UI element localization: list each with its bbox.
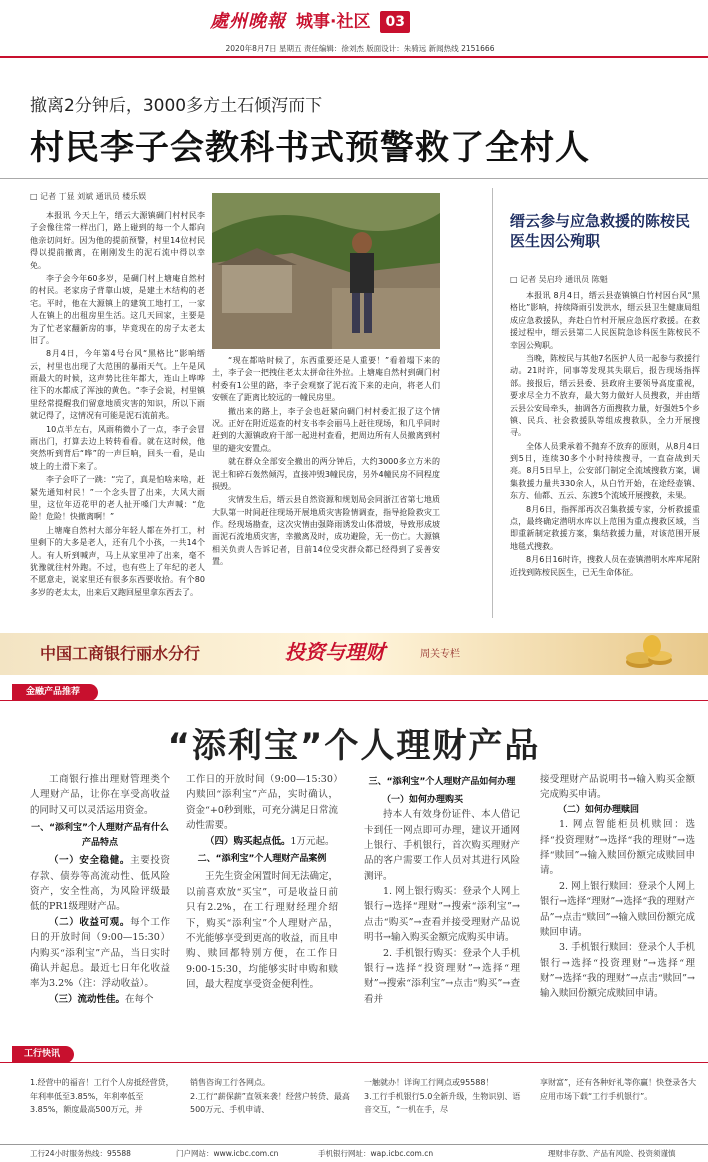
feature-text: 每个工作日的开放时间（9:00—15:30）内购买“添利宝”产品，当日实时确认并起息。最近七日年化收益率为3.2%（注：浮动收益）。 bbox=[30, 916, 170, 990]
news-tag: 工行快讯 bbox=[12, 1046, 74, 1063]
masthead bbox=[210, 10, 480, 34]
article-photo bbox=[212, 193, 440, 349]
case-text: 王先生资金闲置时间无法确定，以前喜欢放“买宝”，可是收益日前只有2.2%，在工行理财经理介绍下，购买“添利宝”个人理财产品，不光能够享受到更高的收益，而且申购、赎回都特别方便，在工作日9:00-15:30，均能够实时申购和赎回，最大程度享受资金便利性。 bbox=[186, 871, 338, 991]
article-paragraph: 10点半左右，风雨稍微小了一点，李子会冒雨出门，打算去边上转转看看。就在这时候，他突然听到背后“哗”的一声巨响，回头一看，是山坡上的土滑下来了。 bbox=[30, 424, 205, 471]
sidebar-paragraph: 当晚，陈桉民与其他7名医护人员一起参与救援行动。21时许，同事等发现其失联后，报告现场指挥部。接报后，缙云县委、县政府主要领导高度重视，要求尽全力不放弃，最大努力做好人员搜救，并由缙云县公安局牵头，抽调各方面搜救力量，好强姓5个乡镇、民兵、社会救援队等组成搜救队，全力开展搜寻。 bbox=[510, 353, 700, 438]
feature-text: 在每个 bbox=[125, 993, 154, 1005]
brief-column-2: 销售咨询工行各网点。 2.工行“薪保薪”直领来袭！经营户转贷、最高500万元、手机申请、 bbox=[190, 1078, 350, 1115]
buy-text: 接受理财产品说明书→输入购买金额完成购买申请。 bbox=[540, 774, 695, 801]
product-heading-2: 二、“添利宝”个人理财产品案例 bbox=[197, 853, 327, 864]
top-divider bbox=[0, 56, 708, 58]
gold-coins-icon bbox=[610, 632, 690, 674]
article-paragraph: 撤出来的路上，李子会也赶紧向碉门村村委汇报了这个情况。正好在附近巡查的村支书李会丽马上赶往现场，和几乎同时赶到的大源镇政府干部一起进村查看，把周边所有人员撤离到村里的避灾安置点。 bbox=[212, 406, 440, 453]
article-paragraph: 上塘庵自然村大部分年轻人都在外打工，村里剩下的大多是老人，还有几个小孩，一共14个人。有人听到喊声，马上从家里冲了出来，毫不犹豫就往村外跑。不过，也有些上了年纪的老人不愿意走，说家里还有很多东西要收拾。有个80多岁的老太太，出来后又跑回屋里拿东西去了。 bbox=[30, 525, 205, 597]
article-headline: 村民李子会教科书式预警救了全村人 bbox=[30, 128, 590, 168]
article-paragraph: “现在都啥时候了，东西重要还是人重要！”看着塌下来的土，李子会一把拽住老太太拼命往外拉。上塘庵自然村到碉门村村委有1公里的路，李子会观察了泥石流下来的走向，将老人们安顿在了距离比较远的一幢民房里。 bbox=[212, 356, 440, 403]
redeem-text: 3. 手机银行赎回：登录个人手机银行→选择“投资理财”→选择“理财”→选择“我的理财”→点击“赎回”→输入赎回份额完成赎回申请。 bbox=[540, 942, 695, 1000]
feature-label: （一）安全稳健。 bbox=[49, 855, 131, 867]
article-paragraph: 就在群众全部安全撤出的两分钟后，大约3000多立方米的泥土和碎石轰然倾泻，直接冲毁3幢民房，另外4幢民房不同程度损毁。 bbox=[212, 457, 440, 491]
news-divider bbox=[0, 1062, 708, 1063]
risk-slogan: 理财非存款、产品有风险、投资须谨慎 bbox=[548, 1149, 676, 1158]
brief-column-3: 一触就办！详询工行网点或95588！ 3.工行手机银行5.0全新升级，生物识别、语音交互，“一机在手，尽 bbox=[364, 1078, 521, 1115]
sidebar-paragraph: 全体人员秉承着不抛弃不放弃的原则，从8月4日到5日，连续30多个小时持续搜寻，一直奋战到天亮。8月5日早上，公安部门制定全流域搜救方案，调集救援力量共330余人，从白竹开始，在途经壶镇、东方、仙都、五云、东渡5个流域开展搜救，未果。 bbox=[510, 441, 700, 501]
brief-column-4: 享财富”，还有各种好礼等你赢！快登录各大应用市场下载“工行手机银行”。 bbox=[540, 1078, 697, 1101]
article-paragraph: 灾情发生后，缙云县自然资源和规划局会同浙江省第七地质大队第一时间赶往现场开展地质灾害险情调查，指导抢险救灾工作。经现场勘查，这次灾情由强降雨诱发山体滑坡，导致形成坡面泥石流地质灾害，幸撤离及时，成功避险，无一伤亡。大源镇相关负责人告诉记者，目前14位受灾群众都已经得到了妥善安置。 bbox=[212, 495, 440, 567]
article-kicker: 撤离2分钟后，3000多方土石倾泻而下 bbox=[30, 96, 323, 116]
feature-label: （二）收益可观。 bbox=[49, 916, 131, 928]
subheading-buy: （一）如何办理购买 bbox=[382, 794, 464, 805]
issue-info: 2020年8月7日 星期五 责任编辑：徐刘杰 版面设计：朱骑远 新闻热线 2151666 bbox=[225, 44, 495, 53]
product-column-2 bbox=[186, 772, 338, 1030]
subheading-redeem: （二）如何办理赎回 bbox=[558, 804, 640, 815]
article-paragraph: 李子会今年60多岁，是碉门村上塘庵自然村的村民。老家房子背靠山坡，是建土木结构的老宅。平时，他在大源镇上的建筑工地打工，一家人在镇上的出租房里生活。这几天回家，主要是为了忙老家翻新房的事，毕竟现在的房子太老太旧了。 bbox=[30, 273, 205, 345]
article-paragraph: 8月4日，今年第4号台风“黑格比”影响缙云，村里也出现了大范围的暴雨天气。上午是风雨最大的时候，这声势比往年都大，连山上哗哗往下的水都成了浑浊的黄色。“李子会说，村里镇里经常提醒我们留意地质灾害的知识，所以下雨就记得了，这情况有可能是泥石流前兆。 bbox=[30, 349, 205, 421]
sidebar-paragraph: 8月6日，指挥部再次召集救援专家，分析救援重点，最终确定潜明水库以上范围为重点搜救区域，当即重新制定救援方案，集结救援力量，对该范围开展地毯式搜救。 bbox=[510, 504, 700, 551]
mobile-site: 手机银行网址：wap.icbc.com.cn bbox=[318, 1149, 434, 1158]
service-hotline: 工行24小时服务热线：95588 bbox=[30, 1149, 131, 1158]
buy-text: 持本人有效身份证件、本人借记卡到任一网点即可办理，建议开通网上银行、手机银行，首次购买理财产品的客户需要工作人员对其进行风险测评。 bbox=[364, 809, 520, 882]
product-heading-1: 一、“添利宝”个人理财产品有什么产品特点 bbox=[31, 823, 169, 848]
article-paragraph: 本报讯 今天上午，缙云大源镇碉门村村民李子会像往常一样出门，路上碰到的每一个人都向他亲切问好。因为他的提前预警，村里14位村民得以提前撤离，在刚刚发生的泥石流中得以幸免。 bbox=[30, 211, 205, 270]
buy-text: 1. 网上银行购买：登录个人网上银行→选择“理财”→搜索“添利宝”→点击“购买”→查看并接受理财产品说明书→输入购买金额完成购买申请。 bbox=[364, 886, 520, 944]
feature-label: （四）购买起点低。 bbox=[205, 835, 291, 847]
newspaper-logo: 處州晚報 bbox=[210, 10, 286, 32]
finance-divider bbox=[0, 700, 708, 701]
column-topic: 投资与理财 bbox=[285, 640, 385, 664]
headline-divider bbox=[0, 178, 708, 179]
feature-text: 1万元起。 bbox=[290, 835, 335, 847]
finance-tag: 金融产品推荐 bbox=[12, 684, 98, 701]
sidebar-body bbox=[510, 290, 700, 620]
article-paragraph: 李子会吓了一跳：“完了，真是怕啥来啥，赶紧先通知村民！”一个念头冒了出来，大风大雨里，这位年迈花甲的老人扯开嗓门大声喊：“危险！危险！快撤离啊！” bbox=[30, 475, 205, 522]
bank-name: 中国工商银行丽水分行 bbox=[40, 644, 201, 663]
villager-photo-icon bbox=[212, 193, 440, 349]
section-name: 城事·社区 bbox=[296, 11, 371, 32]
column-divider bbox=[492, 188, 493, 618]
sidebar-headline: 缙云参与应急救援的陈桉民医生因公殉职 bbox=[510, 212, 691, 250]
product-heading-3: 三、“添利宝”个人理财产品如何办理 bbox=[368, 777, 516, 787]
redeem-text: 2. 网上银行赎回：登录个人网上银行→选择“理财”→选择“我的理财产品”→点击“赎回”→输入赎回份额完成赎回申请。 bbox=[540, 880, 695, 938]
feature-label: （三）流动性佳。 bbox=[49, 993, 126, 1005]
portal-site: 门户网站：www.icbc.com.cn bbox=[176, 1149, 279, 1158]
feature-text: 主要投资存款、债券等高流动性、低风险资产，安全性高，为风险评级最低的PR1级理财产品。 bbox=[30, 855, 170, 913]
brief-column-1: 1.经营中的福音！工行个人房抵经营贷，年利率低至3.85%，年利率低至3.85%，额度最高500万元，并 bbox=[30, 1078, 174, 1115]
product-intro: 工商银行推出理财管理类个人理财产品，让你在享受高收益的同时又可以灵活运用资金。 bbox=[30, 774, 170, 816]
article-column-2 bbox=[212, 355, 440, 620]
sidebar-paragraph: 8月6日16时许，搜救人员在壶镇潜明水库库尾附近找到陈桉民医生，已无生命体征。 bbox=[510, 555, 700, 577]
product-column-1 bbox=[30, 772, 170, 1030]
article-byline: □ 记者 丁显 刘斌 通讯员 楼乐娱 bbox=[30, 192, 147, 201]
feature-text: 工作日的开放时间（9:00—15:30）内赎回“添利宝”产品，实时确认，资金“+0秒到账，可充分满足日常流动性需要。 bbox=[186, 774, 338, 832]
sidebar-byline: □ 记者 吴启玲 通讯员 陈魁 bbox=[510, 275, 608, 284]
redeem-text: 1. 网点智能柜员机赎回：选择“投资理财”→选择“我的理财”→选择“赎回”→输入赎回份额完成赎回申请。 bbox=[540, 819, 695, 877]
page-footer bbox=[0, 1144, 708, 1162]
article-column-1 bbox=[30, 210, 205, 620]
sidebar-paragraph: 本报讯 8月4日，缙云县壶镇镇白竹村因台风“黑格比”影响，持续降雨引发洪水，缙云县卫生健康局组成应急救援队，奔赴白竹村开展应急医疗救援。在救援过程中，缙云县第二人民医院急诊科医生陈桉民不幸因公殉职。 bbox=[510, 291, 700, 350]
buy-text: 2. 手机银行购买：登录个人手机银行→选择“投资理财”→选择“理财”→搜索“添利宝”→点击“购买”→查看并 bbox=[364, 947, 520, 1005]
product-column-4 bbox=[540, 772, 695, 1030]
product-column-3 bbox=[364, 772, 520, 1030]
product-title: “添利宝”个人理财产品 bbox=[167, 726, 541, 766]
page-number: 03 bbox=[380, 11, 409, 33]
column-label: 周关专栏 bbox=[420, 649, 460, 660]
